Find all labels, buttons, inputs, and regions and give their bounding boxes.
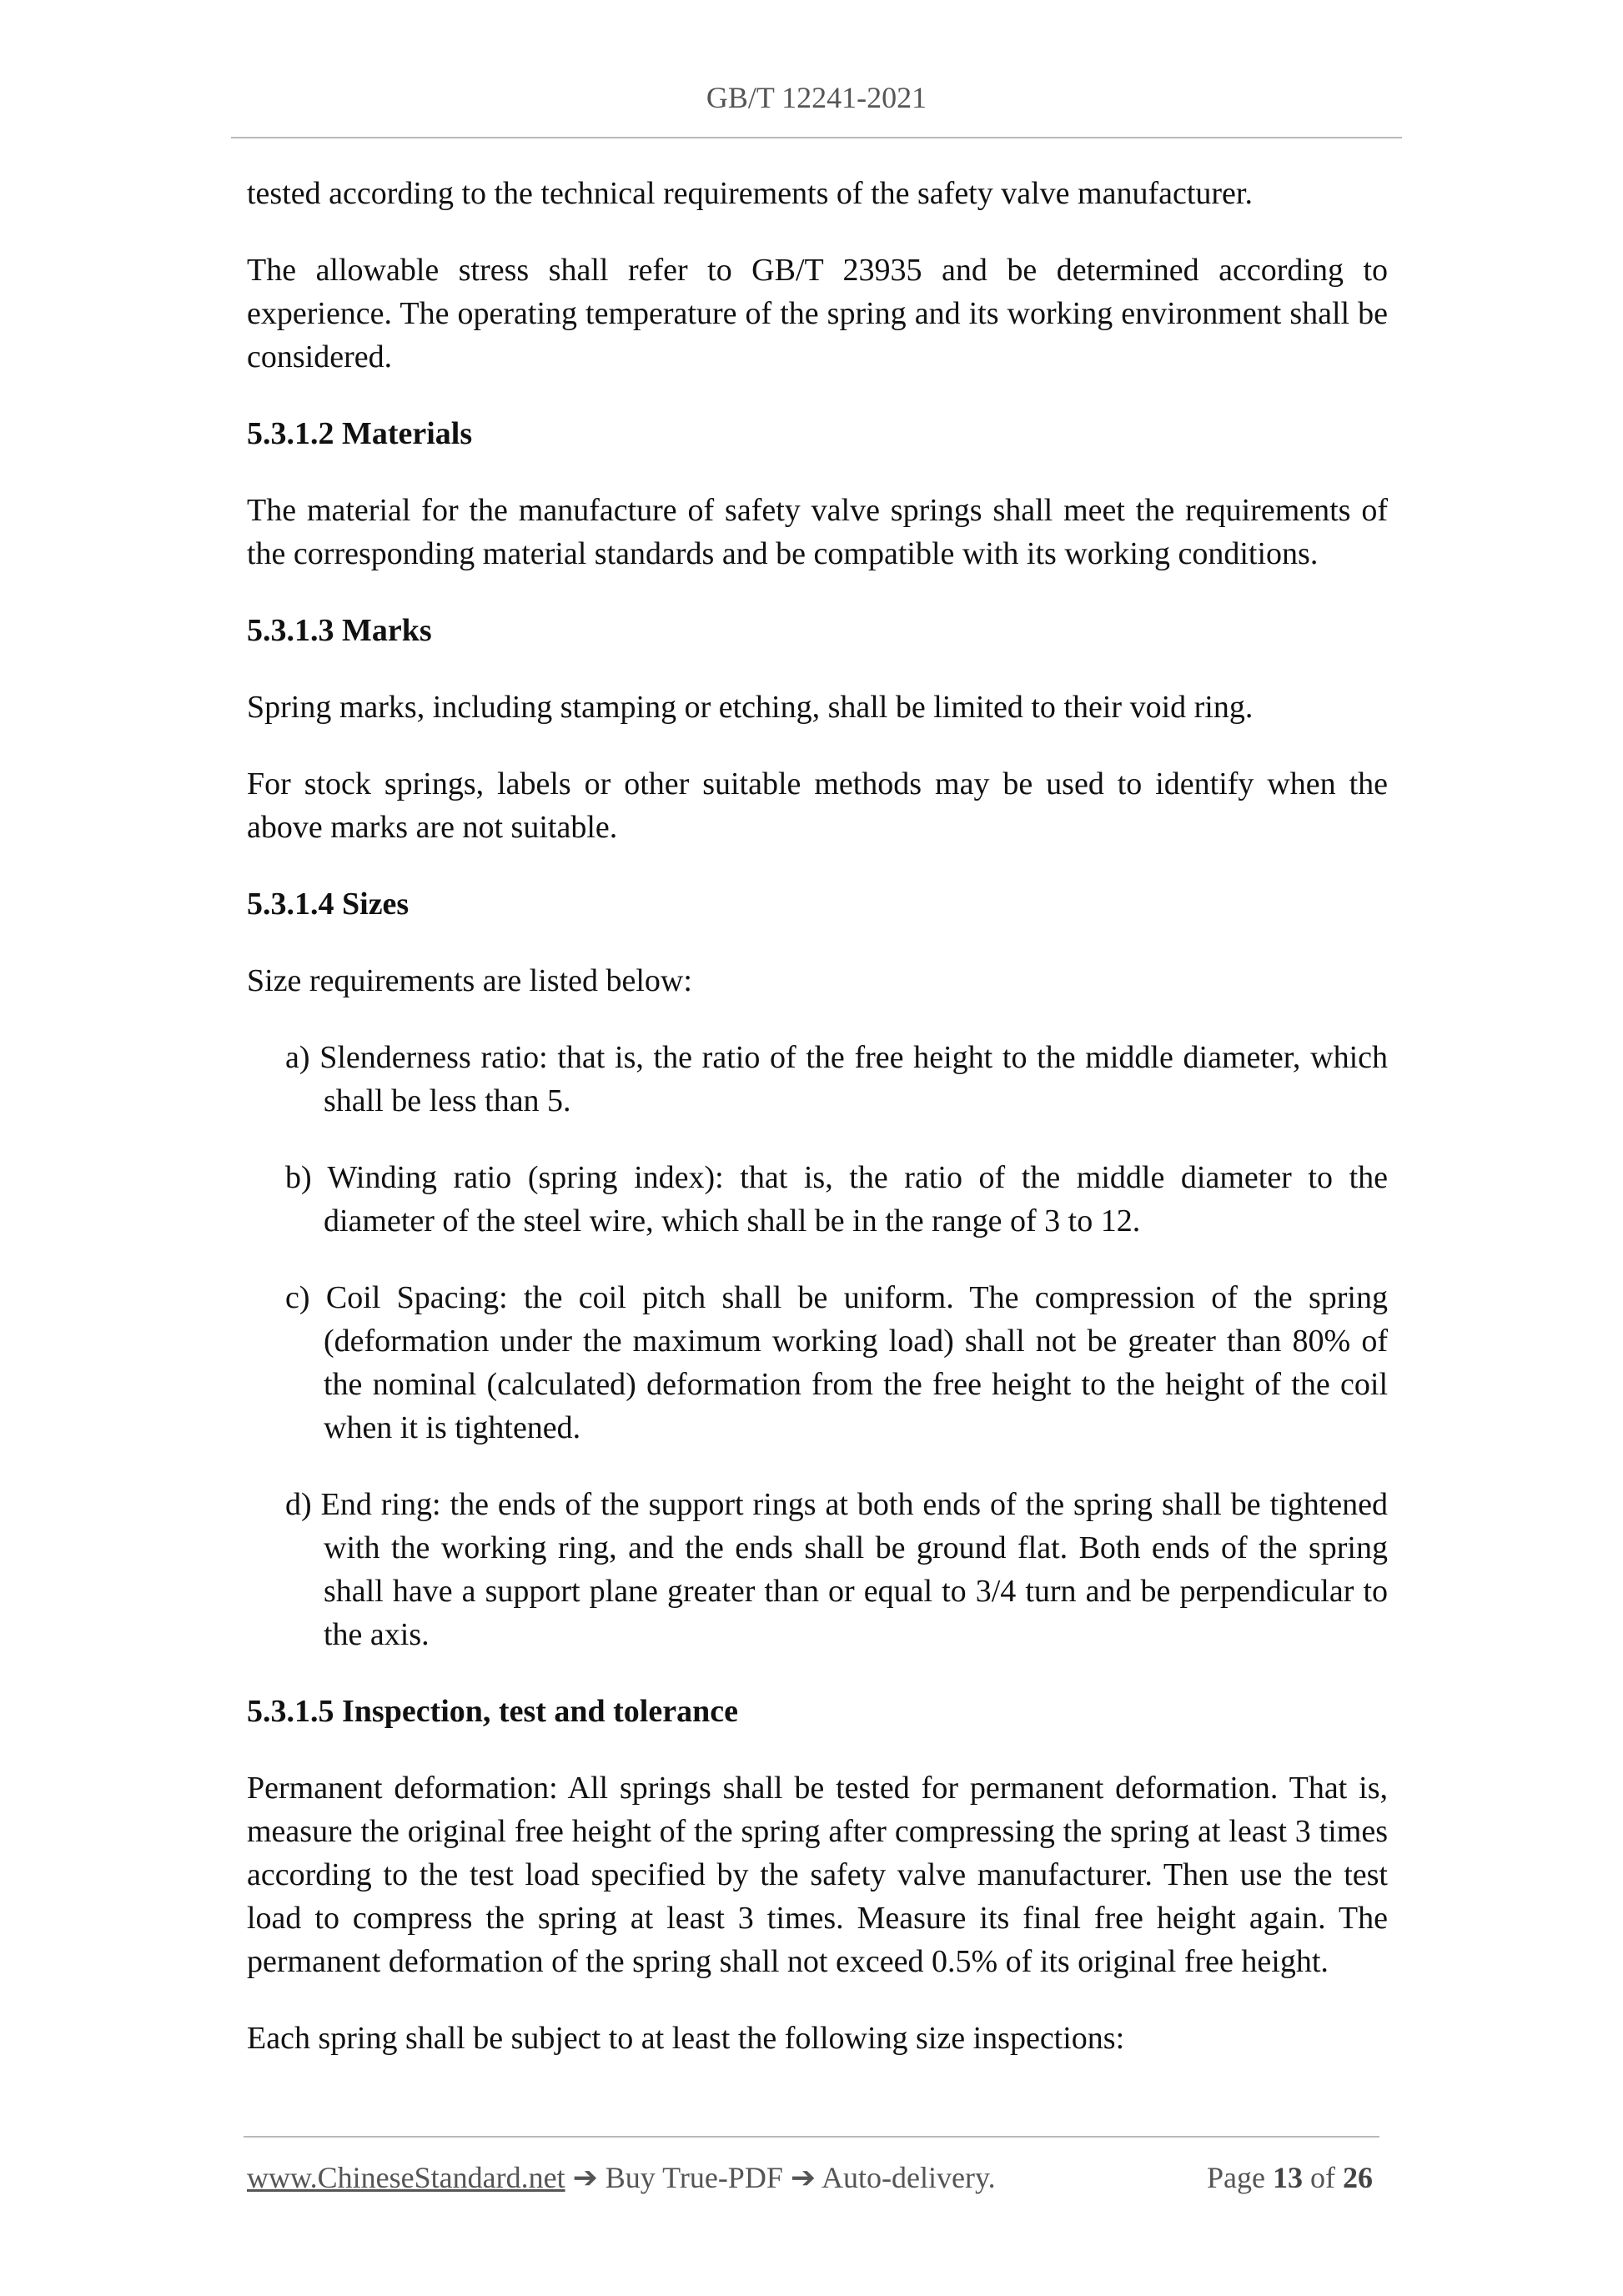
footer-divider [244, 2136, 1379, 2138]
paragraph-continued: tested according to the technical requirements of the safety valve manufacturer. [247, 176, 1253, 211]
of-label: of [1310, 2161, 1335, 2194]
header-divider [231, 137, 1402, 138]
paragraph-marks: Spring marks, including stamping or etching, shall be limited to their void ring. [247, 690, 1254, 725]
paragraph-allowable-stress: The allowable stress shall refer to GB/T 23935 and be determined according to experience. The operating temperature of the spring and its working environment shall be considered. [247, 253, 1388, 374]
paragraph-materials: The material for the manufacture of safety valve springs shall meet the requirements of the corresponding material standards and be compatible with its working conditions. [247, 493, 1388, 571]
list-item-slenderness: a) Slenderness ratio: that is, the ratio of the free height to the middle diameter, which shall be less than 5. [285, 1040, 1388, 1118]
footer-promo [247, 2160, 996, 2195]
list-item-coil-spacing: c) Coil Spacing: the coil pitch shall be uniform. The compression of the spring (deformation under the maximum working load) shall not be greater than 80% of the nominal (calculated) deformation from the free height to the height of the coil when it is tightened. [285, 1280, 1388, 1445]
total-pages: 26 [1343, 2161, 1373, 2194]
paragraph-size-intro: Size requirements are listed below: [247, 963, 692, 998]
section-heading-inspection: 5.3.1.5 Inspection, test and tolerance [247, 1694, 738, 1729]
section-heading-materials: 5.3.1.2 Materials [247, 416, 473, 451]
paragraph-stock-springs: For stock springs, labels or other suitable methods may be used to identify when the above marks are not suitable. [247, 766, 1388, 845]
page-header: GB/T 12241-2021 [706, 81, 927, 114]
buy-true-pdf-text: Buy True-PDF [605, 2161, 783, 2194]
paragraph-permanent-deformation: Permanent deformation: All springs shall be tested for permanent deformation. That is, measure the original free height of the spring after compressing the spring at least 3 times according to the test load specified by the safety valve manufacturer. Then use the test load to compress the spring at least 3 times. Measure its final free height again. The permanent deformation of the spring shall not exceed 0.5% of its original free height. [247, 1771, 1388, 1979]
arrow-right-icon: ➔ [790, 2161, 817, 2194]
list-item-end-ring: d) End ring: the ends of the support rings at both ends of the spring shall be tightened with the working ring, and the ends shall be ground flat. Both ends of the spring shall have a support plane greater than or equal to 3/4 turn and be perpendicular to the axis. [285, 1487, 1388, 1652]
page-number [1207, 2160, 1373, 2195]
current-page: 13 [1273, 2161, 1303, 2194]
paragraph-size-inspections: Each spring shall be subject to at least the following size inspections: [247, 2021, 1125, 2056]
list-item-winding-ratio: b) Winding ratio (spring index): that is, the ratio of the middle diameter to the diameter of the steel wire, which shall be in the range of 3 to 12. [285, 1160, 1388, 1238]
section-heading-marks: 5.3.1.3 Marks [247, 613, 432, 648]
auto-delivery-text: Auto-delivery. [822, 2161, 996, 2194]
document-body [247, 172, 1388, 2093]
page-label: Page [1207, 2161, 1265, 2194]
section-heading-sizes: 5.3.1.4 Sizes [247, 887, 410, 922]
arrow-right-icon: ➔ [572, 2161, 598, 2194]
website-link[interactable]: www.ChineseStandard.net [247, 2161, 565, 2194]
